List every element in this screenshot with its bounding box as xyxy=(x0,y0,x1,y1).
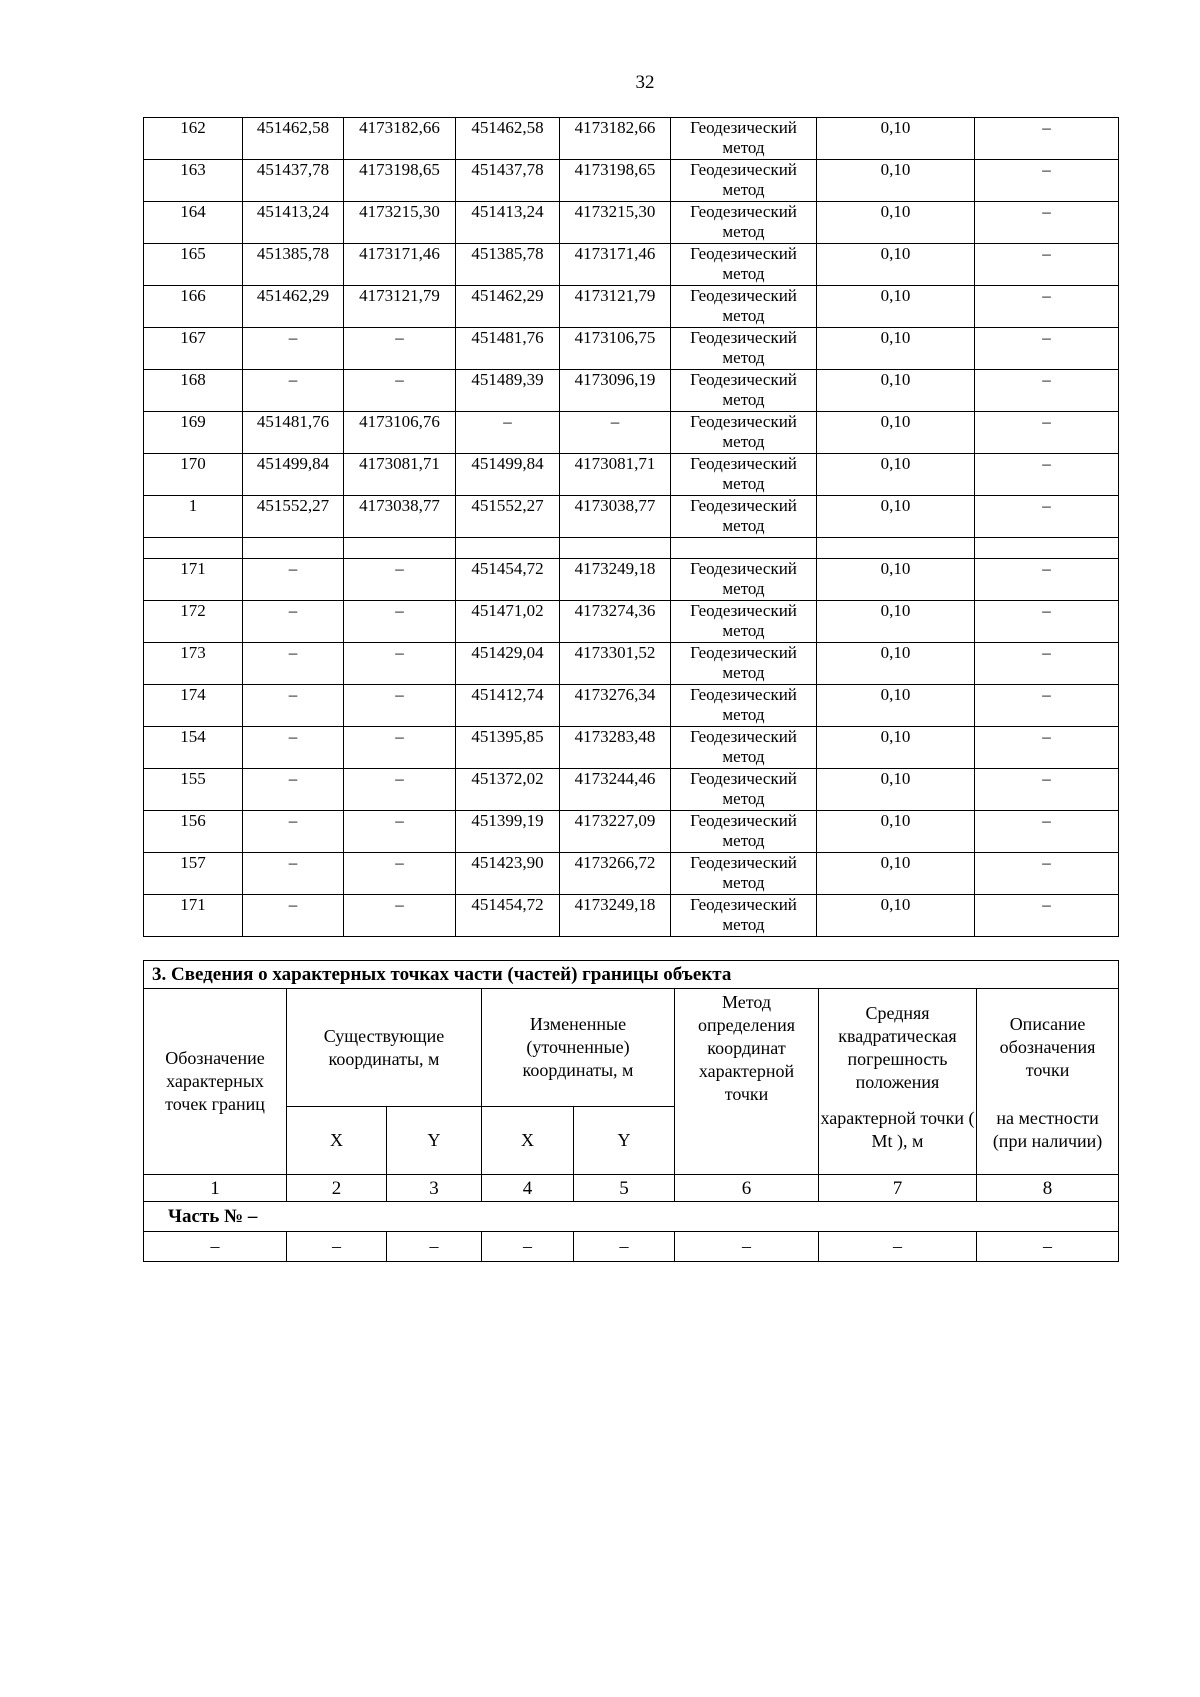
dash-cell: – xyxy=(574,1232,675,1262)
description-cell: – xyxy=(975,370,1119,412)
x-changed-cell: 451412,74 xyxy=(456,685,560,727)
header-row-top xyxy=(144,989,1119,1107)
description-cell: – xyxy=(975,412,1119,454)
y-changed-cell: 4173106,75 xyxy=(560,328,671,370)
description-cell: – xyxy=(975,286,1119,328)
error-cell: 0,10 xyxy=(817,685,975,727)
coordinate-row xyxy=(144,643,1119,685)
y-existing-cell: – xyxy=(344,727,456,769)
x-changed-cell: 451437,78 xyxy=(456,160,560,202)
description-cell: – xyxy=(975,811,1119,853)
method-cell: Геодезический метод xyxy=(671,286,817,328)
y-existing-cell: – xyxy=(344,328,456,370)
error-cell: 0,10 xyxy=(817,727,975,769)
y-existing-cell: – xyxy=(344,769,456,811)
x-changed-cell: 451552,27 xyxy=(456,496,560,538)
point-cell: 171 xyxy=(144,559,243,601)
method-cell: Геодезический метод xyxy=(671,160,817,202)
error-cell: 0,10 xyxy=(817,853,975,895)
description-cell: – xyxy=(975,328,1119,370)
dash-cell: – xyxy=(482,1232,574,1262)
method-cell: Геодезический метод xyxy=(671,412,817,454)
y-existing-cell: 4173121,79 xyxy=(344,286,456,328)
x-changed-cell: 451454,72 xyxy=(456,559,560,601)
x-changed-cell: 451499,84 xyxy=(456,454,560,496)
method-cell: Геодезический метод xyxy=(671,895,817,937)
y-changed-cell: – xyxy=(560,412,671,454)
description-cell: – xyxy=(975,643,1119,685)
x-existing-cell: – xyxy=(243,727,344,769)
x-changed-cell: 451413,24 xyxy=(456,202,560,244)
y-existing-cell: 4173171,46 xyxy=(344,244,456,286)
header-error-bottom: характерной точки ( Mt ), м xyxy=(819,1107,977,1175)
y-changed-cell: 4173244,46 xyxy=(560,769,671,811)
y-existing-cell: – xyxy=(344,685,456,727)
y-existing-cell: – xyxy=(344,811,456,853)
y-changed-cell: 4173276,34 xyxy=(560,685,671,727)
header-row-bottom xyxy=(144,1107,1119,1175)
x-changed-cell: 451423,90 xyxy=(456,853,560,895)
point-cell: 165 xyxy=(144,244,243,286)
coordinate-row xyxy=(144,286,1119,328)
y-existing-cell: 4173038,77 xyxy=(344,496,456,538)
x-existing-cell: – xyxy=(243,328,344,370)
method-cell: Геодезический метод xyxy=(671,769,817,811)
point-cell: 167 xyxy=(144,328,243,370)
section3-title: 3. Сведения о характерных точках части (частей) границы объекта xyxy=(144,961,1119,989)
header-error-top: Средняя квадратическая погрешность положения xyxy=(819,989,977,1107)
x-changed-cell: 451372,02 xyxy=(456,769,560,811)
point-cell: 169 xyxy=(144,412,243,454)
coordinate-row xyxy=(144,328,1119,370)
y-changed-cell: 4173171,46 xyxy=(560,244,671,286)
y-existing-cell: – xyxy=(344,643,456,685)
coordinate-row xyxy=(144,727,1119,769)
description-cell: – xyxy=(975,202,1119,244)
y-existing-cell: 4173106,76 xyxy=(344,412,456,454)
method-cell: Геодезический метод xyxy=(671,454,817,496)
x-changed-cell: 451481,76 xyxy=(456,328,560,370)
section3-title-row xyxy=(144,961,1119,989)
coordinate-row xyxy=(144,769,1119,811)
y-changed-cell: 4173038,77 xyxy=(560,496,671,538)
point-cell: 168 xyxy=(144,370,243,412)
x-existing-cell: – xyxy=(243,370,344,412)
coordinate-row xyxy=(144,811,1119,853)
method-cell: Геодезический метод xyxy=(671,370,817,412)
error-cell: 0,10 xyxy=(817,412,975,454)
coordinate-row xyxy=(144,244,1119,286)
method-cell: Геодезический метод xyxy=(671,685,817,727)
empty-row xyxy=(144,538,1119,559)
column-number: 3 xyxy=(387,1175,482,1202)
header-y-existing: Y xyxy=(387,1107,482,1175)
y-existing-cell: – xyxy=(344,895,456,937)
dash-cell: – xyxy=(387,1232,482,1262)
coordinates-body-b xyxy=(144,559,1119,937)
error-cell: 0,10 xyxy=(817,328,975,370)
y-existing-cell: 4173081,71 xyxy=(344,454,456,496)
coordinate-row xyxy=(144,853,1119,895)
description-cell: – xyxy=(975,727,1119,769)
error-cell: 0,10 xyxy=(817,559,975,601)
coordinate-row xyxy=(144,160,1119,202)
header-y-changed: Y xyxy=(574,1107,675,1175)
point-cell: 164 xyxy=(144,202,243,244)
method-cell: Геодезический метод xyxy=(671,853,817,895)
coordinate-row xyxy=(144,895,1119,937)
dash-cell: – xyxy=(675,1232,819,1262)
header-x-existing: X xyxy=(287,1107,387,1175)
x-existing-cell: 451413,24 xyxy=(243,202,344,244)
point-cell: 157 xyxy=(144,853,243,895)
y-changed-cell: 4173081,71 xyxy=(560,454,671,496)
error-cell: 0,10 xyxy=(817,370,975,412)
x-changed-cell: 451429,04 xyxy=(456,643,560,685)
column-number: 1 xyxy=(144,1175,287,1202)
description-cell: – xyxy=(975,769,1119,811)
dash-row xyxy=(144,1232,1119,1262)
x-existing-cell: – xyxy=(243,853,344,895)
method-cell: Геодезический метод xyxy=(671,496,817,538)
method-cell: Геодезический метод xyxy=(671,559,817,601)
x-existing-cell: 451385,78 xyxy=(243,244,344,286)
method-cell: Геодезический метод xyxy=(671,601,817,643)
error-cell: 0,10 xyxy=(817,160,975,202)
y-existing-cell: – xyxy=(344,853,456,895)
header-existing-coords: Существующие координаты, м xyxy=(287,989,482,1107)
x-existing-cell: 451552,27 xyxy=(243,496,344,538)
x-changed-cell: 451462,29 xyxy=(456,286,560,328)
header-method: Метод определения координат характерной точки xyxy=(675,989,819,1175)
part-label-row xyxy=(144,1202,1119,1232)
x-existing-cell: – xyxy=(243,601,344,643)
coordinate-row xyxy=(144,559,1119,601)
description-cell: – xyxy=(975,160,1119,202)
x-existing-cell: – xyxy=(243,811,344,853)
description-cell: – xyxy=(975,454,1119,496)
y-existing-cell: 4173215,30 xyxy=(344,202,456,244)
coordinate-row xyxy=(144,685,1119,727)
method-cell: Геодезический метод xyxy=(671,643,817,685)
y-changed-cell: 4173249,18 xyxy=(560,895,671,937)
x-existing-cell: – xyxy=(243,559,344,601)
description-cell: – xyxy=(975,895,1119,937)
dash-cell: – xyxy=(819,1232,977,1262)
y-changed-cell: 4173283,48 xyxy=(560,727,671,769)
x-changed-cell: 451462,58 xyxy=(456,118,560,160)
header-description-bottom: на местности (при наличии) xyxy=(977,1107,1119,1175)
description-cell: – xyxy=(975,601,1119,643)
x-changed-cell: 451385,78 xyxy=(456,244,560,286)
point-cell: 155 xyxy=(144,769,243,811)
x-changed-cell: 451399,19 xyxy=(456,811,560,853)
error-cell: 0,10 xyxy=(817,244,975,286)
coordinates-table xyxy=(143,117,1119,937)
x-existing-cell: – xyxy=(243,769,344,811)
y-changed-cell: 4173182,66 xyxy=(560,118,671,160)
description-cell: – xyxy=(975,685,1119,727)
x-existing-cell: – xyxy=(243,895,344,937)
x-changed-cell: 451395,85 xyxy=(456,727,560,769)
coordinates-body-a xyxy=(144,118,1119,538)
y-changed-cell: 4173215,30 xyxy=(560,202,671,244)
y-changed-cell: 4173274,36 xyxy=(560,601,671,643)
point-cell: 171 xyxy=(144,895,243,937)
x-existing-cell: 451437,78 xyxy=(243,160,344,202)
x-changed-cell: 451471,02 xyxy=(456,601,560,643)
dash-cell: – xyxy=(977,1232,1119,1262)
point-cell: 170 xyxy=(144,454,243,496)
column-number: 4 xyxy=(482,1175,574,1202)
error-cell: 0,10 xyxy=(817,454,975,496)
error-cell: 0,10 xyxy=(817,496,975,538)
y-existing-cell: – xyxy=(344,601,456,643)
coordinate-row xyxy=(144,412,1119,454)
header-description-top: Описание обозначения точки xyxy=(977,989,1119,1107)
column-number: 2 xyxy=(287,1175,387,1202)
x-existing-cell: 451462,29 xyxy=(243,286,344,328)
header-x-changed: X xyxy=(482,1107,574,1175)
part-label: Часть № – xyxy=(144,1202,1119,1232)
y-changed-cell: 4173096,19 xyxy=(560,370,671,412)
x-changed-cell: 451489,39 xyxy=(456,370,560,412)
y-existing-cell: – xyxy=(344,559,456,601)
error-cell: 0,10 xyxy=(817,895,975,937)
description-cell: – xyxy=(975,244,1119,286)
method-cell: Геодезический метод xyxy=(671,328,817,370)
column-number: 7 xyxy=(819,1175,977,1202)
y-changed-cell: 4173266,72 xyxy=(560,853,671,895)
y-existing-cell: 4173182,66 xyxy=(344,118,456,160)
page-number: 32 xyxy=(635,72,655,93)
header-changed-coords: Измененные (уточненные) координаты, м xyxy=(482,989,675,1107)
x-existing-cell: 451481,76 xyxy=(243,412,344,454)
dash-cell: – xyxy=(144,1232,287,1262)
error-cell: 0,10 xyxy=(817,643,975,685)
y-changed-cell: 4173121,79 xyxy=(560,286,671,328)
y-existing-cell: 4173198,65 xyxy=(344,160,456,202)
method-cell: Геодезический метод xyxy=(671,118,817,160)
header-point-designation: Обозначение характерных точек границ xyxy=(144,989,287,1175)
error-cell: 0,10 xyxy=(817,202,975,244)
description-cell: – xyxy=(975,496,1119,538)
point-cell: 172 xyxy=(144,601,243,643)
point-cell: 174 xyxy=(144,685,243,727)
point-cell: 1 xyxy=(144,496,243,538)
method-cell: Геодезический метод xyxy=(671,727,817,769)
x-changed-cell: – xyxy=(456,412,560,454)
error-cell: 0,10 xyxy=(817,601,975,643)
coordinate-row xyxy=(144,118,1119,160)
coordinate-row xyxy=(144,601,1119,643)
x-existing-cell: 451462,58 xyxy=(243,118,344,160)
x-existing-cell: – xyxy=(243,643,344,685)
point-cell: 163 xyxy=(144,160,243,202)
method-cell: Геодезический метод xyxy=(671,244,817,286)
method-cell: Геодезический метод xyxy=(671,811,817,853)
point-cell: 156 xyxy=(144,811,243,853)
coordinate-row xyxy=(144,202,1119,244)
coordinate-row xyxy=(144,496,1119,538)
coordinate-row xyxy=(144,370,1119,412)
error-cell: 0,10 xyxy=(817,811,975,853)
column-number: 6 xyxy=(675,1175,819,1202)
section3-table xyxy=(143,960,1119,1262)
y-existing-cell: – xyxy=(344,370,456,412)
y-changed-cell: 4173198,65 xyxy=(560,160,671,202)
coordinate-row xyxy=(144,454,1119,496)
error-cell: 0,10 xyxy=(817,118,975,160)
point-cell: 166 xyxy=(144,286,243,328)
dash-cell: – xyxy=(287,1232,387,1262)
point-cell: 173 xyxy=(144,643,243,685)
x-existing-cell: 451499,84 xyxy=(243,454,344,496)
point-cell: 154 xyxy=(144,727,243,769)
description-cell: – xyxy=(975,118,1119,160)
column-numbers-row xyxy=(144,1175,1119,1202)
x-changed-cell: 451454,72 xyxy=(456,895,560,937)
x-existing-cell: – xyxy=(243,685,344,727)
error-cell: 0,10 xyxy=(817,286,975,328)
column-number: 8 xyxy=(977,1175,1119,1202)
y-changed-cell: 4173301,52 xyxy=(560,643,671,685)
y-changed-cell: 4173249,18 xyxy=(560,559,671,601)
y-changed-cell: 4173227,09 xyxy=(560,811,671,853)
error-cell: 0,10 xyxy=(817,769,975,811)
method-cell: Геодезический метод xyxy=(671,202,817,244)
description-cell: – xyxy=(975,559,1119,601)
description-cell: – xyxy=(975,853,1119,895)
coordinates-separator xyxy=(144,538,1119,559)
column-number: 5 xyxy=(574,1175,675,1202)
point-cell: 162 xyxy=(144,118,243,160)
